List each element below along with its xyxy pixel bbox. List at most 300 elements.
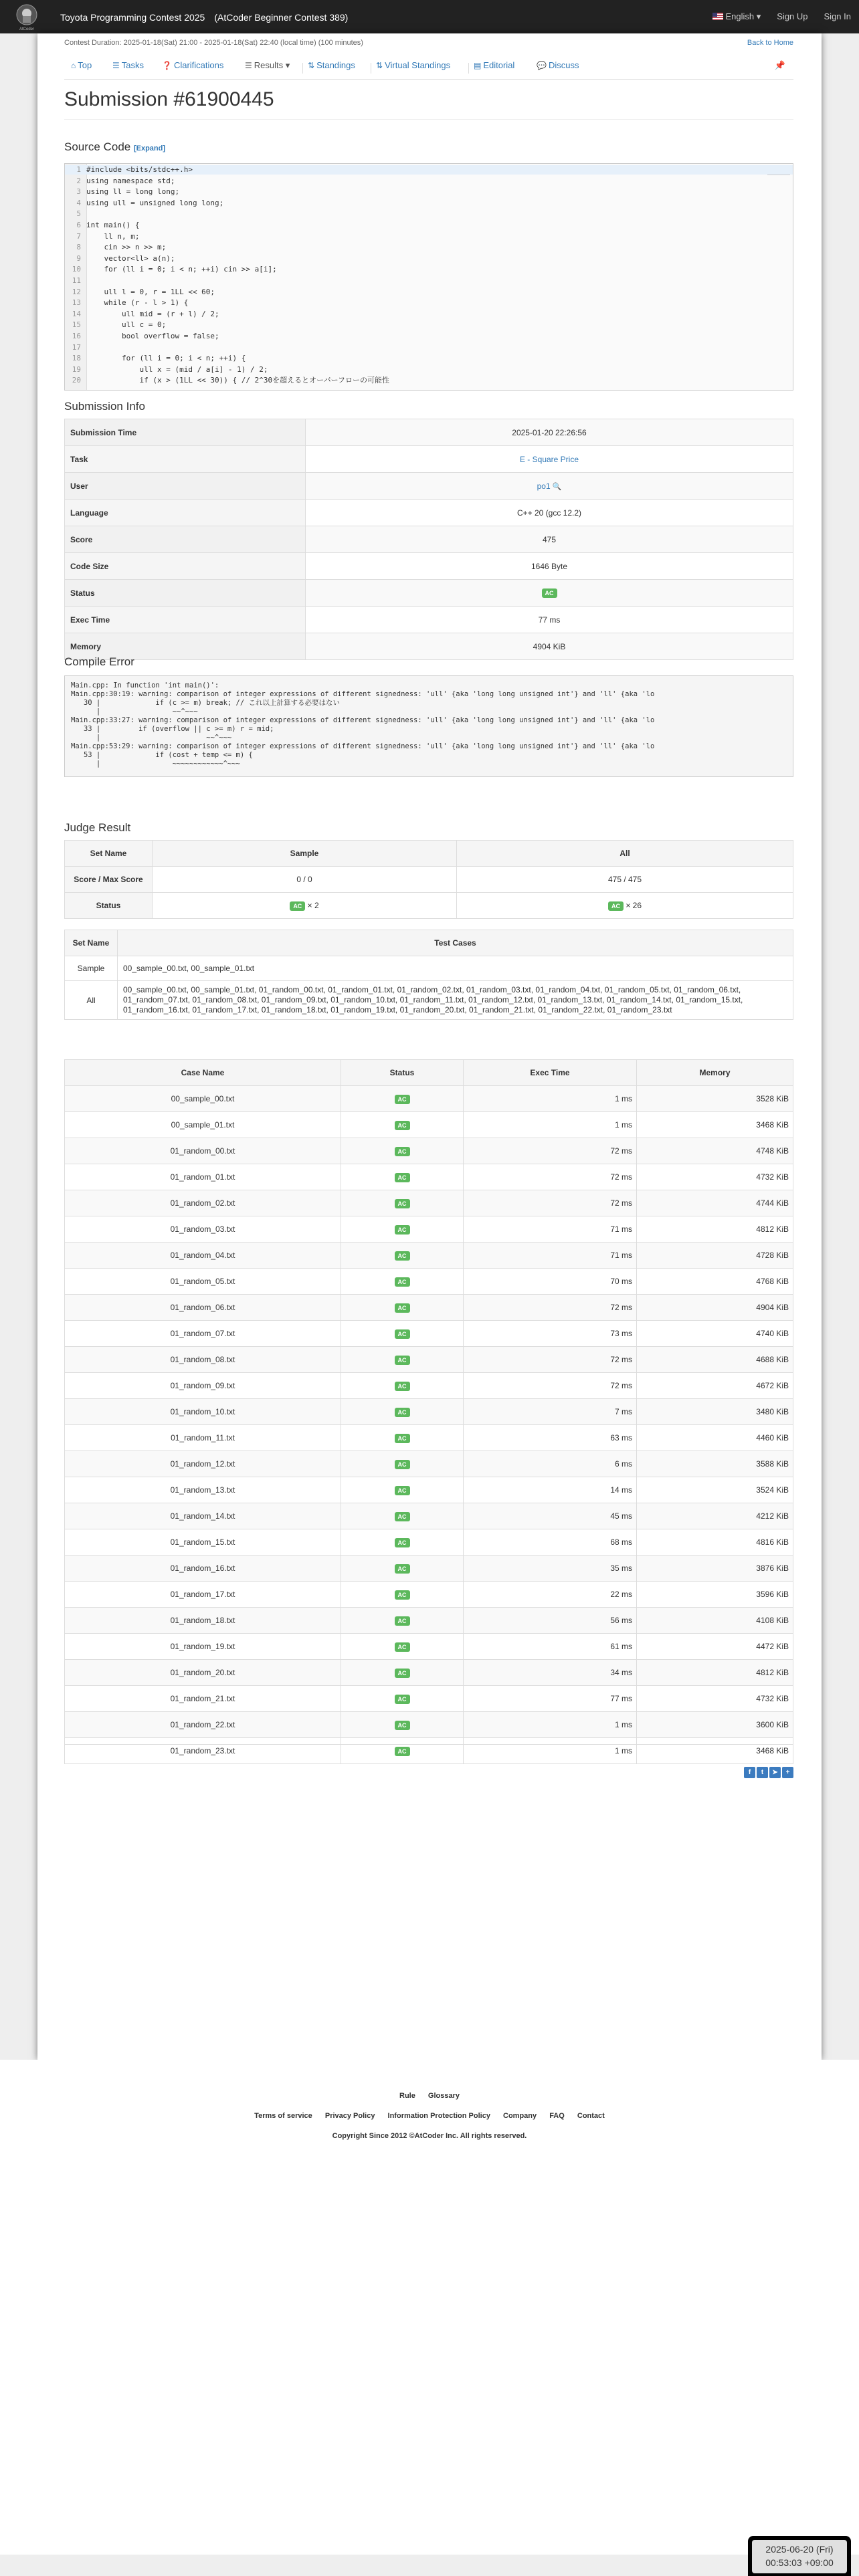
code-line: 14 ull mid = (r + l) / 2; bbox=[72, 309, 219, 318]
compile-line: Main.cpp:33:27: warning: comparison of integer expressions of different signedness: 'ull' {aka 'long long unsigned int'} and 'll' {aka 'lo bbox=[71, 716, 655, 724]
case-memory: 4904 KiB bbox=[637, 1295, 793, 1321]
contest-title-link[interactable]: Toyota Programming Contest 2025 (AtCoder Beginner Contest 389) bbox=[60, 12, 349, 23]
case-exec-time: 72 ms bbox=[464, 1138, 637, 1164]
case-memory: 4460 KiB bbox=[637, 1425, 793, 1451]
table-row bbox=[65, 1738, 793, 1764]
info-value: 2025-01-20 22:26:56 bbox=[306, 419, 793, 446]
set-row bbox=[65, 956, 793, 981]
case-status bbox=[341, 1712, 464, 1738]
status-badge: AC bbox=[395, 1486, 410, 1495]
case-status bbox=[341, 1138, 464, 1164]
status-badge: AC bbox=[395, 1408, 410, 1417]
code-line: 19 ull x = (mid / a[i] - 1) / 2; bbox=[72, 364, 268, 374]
case-exec-time: 71 ms bbox=[464, 1216, 637, 1243]
status-badge: AC bbox=[395, 1564, 410, 1574]
company-link[interactable]: Company bbox=[503, 2112, 537, 2120]
tab-top[interactable]: ⌂ Top bbox=[71, 60, 92, 70]
table-row bbox=[65, 1269, 793, 1295]
table-row bbox=[65, 1399, 793, 1425]
case-status bbox=[341, 1269, 464, 1295]
case-memory: 4108 KiB bbox=[637, 1608, 793, 1634]
table-row bbox=[65, 1503, 793, 1529]
case-memory: 4728 KiB bbox=[637, 1243, 793, 1269]
case-exec-time: 1 ms bbox=[464, 1712, 637, 1738]
case-exec-time: 77 ms bbox=[464, 1686, 637, 1712]
code-line: 17 bbox=[72, 342, 81, 352]
caret-down-icon: ▾ bbox=[285, 60, 290, 70]
info-label: Task bbox=[65, 446, 306, 473]
status-badge: AC bbox=[395, 1277, 410, 1287]
compile-error-heading: Compile Error bbox=[64, 655, 134, 668]
case-status bbox=[341, 1686, 464, 1712]
svg-text:AtCoder: AtCoder bbox=[19, 27, 35, 31]
info-value: C++ 20 (gcc 12.2) bbox=[306, 500, 793, 526]
info-value bbox=[306, 473, 793, 500]
atcoder-logo[interactable] bbox=[7, 1, 47, 32]
case-memory: 4732 KiB bbox=[637, 1686, 793, 1712]
case-exec-time: 72 ms bbox=[464, 1190, 637, 1216]
table-row bbox=[65, 1086, 793, 1112]
case-exec-time: 72 ms bbox=[464, 1347, 637, 1373]
case-memory: 4816 KiB bbox=[637, 1529, 793, 1555]
table-row bbox=[65, 1686, 793, 1712]
status-sample: AC × 2 bbox=[153, 893, 457, 919]
case-exec-time: 7 ms bbox=[464, 1399, 637, 1425]
case-status bbox=[341, 1425, 464, 1451]
case-status bbox=[341, 1451, 464, 1477]
case-name: 01_random_11.txt bbox=[65, 1425, 341, 1451]
share-buttons bbox=[744, 1767, 793, 1778]
status-badge: AC bbox=[290, 901, 305, 911]
tab-discuss[interactable]: 💬 Discuss bbox=[537, 60, 579, 70]
case-memory: 4212 KiB bbox=[637, 1503, 793, 1529]
case-status bbox=[341, 1243, 464, 1269]
judge-result-heading: Judge Result bbox=[64, 821, 131, 834]
case-memory: 3480 KiB bbox=[637, 1399, 793, 1425]
compile-line: | ~~^~~~ bbox=[71, 734, 232, 742]
page-title: Submission #61900445 bbox=[64, 88, 274, 110]
code-line: 15 ull c = 0; bbox=[72, 320, 167, 330]
main-container bbox=[37, 33, 822, 2060]
case-memory: 3468 KiB bbox=[637, 1738, 793, 1764]
case-exec-time: 22 ms bbox=[464, 1582, 637, 1608]
info-label: Code Size bbox=[65, 553, 306, 580]
clock-time: 00:53:03 +09:00 bbox=[765, 2557, 834, 2568]
info-row bbox=[65, 526, 793, 553]
status-badge: AC bbox=[608, 901, 624, 911]
compile-line: Main.cpp: In function 'int main()': bbox=[71, 681, 219, 689]
navbar bbox=[0, 0, 859, 33]
set-name: Sample bbox=[65, 956, 118, 981]
score-label: Score / Max Score bbox=[65, 867, 153, 893]
case-name: 01_random_23.txt bbox=[65, 1738, 341, 1764]
case-status bbox=[341, 1190, 464, 1216]
info-value: 1646 Byte bbox=[306, 553, 793, 580]
table-row bbox=[65, 1451, 793, 1477]
telegram-share-icon[interactable]: ➤ bbox=[769, 1767, 781, 1778]
set-cases: 00_sample_00.txt, 00_sample_01.txt, 01_random_00.txt, 01_random_01.txt, 01_random_02.txt, 01_random_03.txt, 01_random_04.txt, 01_random_05.txt, 01_random_06.txt, 01_random_07.txt, 01_random_08.txt, 01_random_09.txt, 01_random_10.txt, 01_random_11.txt, 01_random_12.txt, 01_random_13.txt, 01_random_14.txt, 01_random_15.txt, 01_random_16.txt, 01_random_17.txt, 01_random_18.txt, 01_random_19.txt, 01_random_20.txt, 01_random_21.txt, 01_random_22.txt, 01_random_23.txt bbox=[118, 981, 793, 1020]
case-name: 01_random_02.txt bbox=[65, 1190, 341, 1216]
case-exec-time: 34 ms bbox=[464, 1660, 637, 1686]
case-status bbox=[341, 1608, 464, 1634]
case-name: 01_random_06.txt bbox=[65, 1295, 341, 1321]
rule-link[interactable]: Rule bbox=[399, 2092, 415, 2100]
score-all: 475 / 475 bbox=[457, 867, 793, 893]
list-icon: ☰ bbox=[245, 61, 252, 70]
status-badge: AC bbox=[542, 588, 557, 598]
footer-row-1 bbox=[0, 2092, 859, 2100]
case-exec-time: 71 ms bbox=[464, 1243, 637, 1269]
status-badge: AC bbox=[395, 1329, 410, 1339]
source-code-block[interactable] bbox=[64, 163, 793, 391]
case-exec-time: 61 ms bbox=[464, 1634, 637, 1660]
case-name: 01_random_22.txt bbox=[65, 1712, 341, 1738]
table-row bbox=[65, 1608, 793, 1634]
table-row bbox=[65, 1712, 793, 1738]
facebook-share-icon[interactable]: f bbox=[744, 1767, 755, 1778]
table-row bbox=[65, 1425, 793, 1451]
expand-link[interactable]: [Expand] bbox=[133, 144, 166, 152]
score-sample: 0 / 0 bbox=[153, 867, 457, 893]
task-link[interactable]: E - Square Price bbox=[519, 454, 579, 464]
info-value bbox=[306, 446, 793, 473]
status-badge: AC bbox=[395, 1590, 410, 1600]
comment-icon: 💬 bbox=[537, 61, 547, 70]
table-row bbox=[65, 1190, 793, 1216]
compile-line: 30 | if (c >= m) break; // これ以上計算する必要はない bbox=[71, 699, 341, 707]
case-status bbox=[341, 1399, 464, 1425]
case-memory: 4812 KiB bbox=[637, 1660, 793, 1686]
case-name: 01_random_20.txt bbox=[65, 1660, 341, 1686]
source-code-heading: Source Code [Expand] bbox=[64, 140, 166, 153]
col-set-name: Set Name bbox=[65, 930, 118, 956]
book-icon: ▤ bbox=[474, 61, 482, 70]
case-exec-time: 1 ms bbox=[464, 1086, 637, 1112]
status-badge: AC bbox=[395, 1434, 410, 1443]
case-exec-time: 35 ms bbox=[464, 1555, 637, 1582]
case-name: 01_random_05.txt bbox=[65, 1269, 341, 1295]
table-row bbox=[65, 1164, 793, 1190]
table-row bbox=[65, 1112, 793, 1138]
col-memory: Memory bbox=[637, 1060, 793, 1086]
info-label: Memory bbox=[65, 633, 306, 660]
clock-date: 2025-06-20 (Fri) bbox=[765, 2544, 834, 2555]
code-line: 18 for (ll i = 0; i < n; ++i) { bbox=[72, 354, 246, 363]
info-label: Score bbox=[65, 526, 306, 553]
case-status bbox=[341, 1347, 464, 1373]
compile-line: Main.cpp:53:29: warning: comparison of integer expressions of different signedness: 'ull' {aka 'long long unsigned int'} and 'll' {aka 'lo bbox=[71, 742, 655, 750]
us-flag-icon bbox=[712, 13, 723, 20]
twitter-share-icon[interactable]: t bbox=[757, 1767, 768, 1778]
status-badge: AC bbox=[395, 1095, 410, 1104]
case-status bbox=[341, 1321, 464, 1347]
table-row bbox=[65, 1347, 793, 1373]
status-all: AC × 26 bbox=[457, 893, 793, 919]
case-memory: 3876 KiB bbox=[637, 1555, 793, 1582]
info-value: 4904 KiB bbox=[306, 633, 793, 660]
info-row bbox=[65, 419, 793, 446]
case-status bbox=[341, 1529, 464, 1555]
status-badge: AC bbox=[395, 1669, 410, 1678]
list-icon: ☰ bbox=[112, 61, 120, 70]
case-exec-time: 72 ms bbox=[464, 1295, 637, 1321]
case-memory: 3600 KiB bbox=[637, 1712, 793, 1738]
status-badge: AC bbox=[395, 1173, 410, 1182]
code-line: 10 for (ll i = 0; i < n; ++i) cin >> a[i]; bbox=[72, 265, 277, 274]
status-badge: AC bbox=[395, 1303, 410, 1313]
table-row bbox=[65, 1529, 793, 1555]
status-badge: AC bbox=[395, 1225, 410, 1235]
col-test-cases: Test Cases bbox=[118, 930, 793, 956]
table-row bbox=[65, 1582, 793, 1608]
sort-icon: ⇅ bbox=[376, 61, 383, 70]
code-line: 1 #include <bits/stdc++.h> bbox=[65, 165, 793, 175]
case-status bbox=[341, 1295, 464, 1321]
faq-link[interactable]: FAQ bbox=[549, 2112, 565, 2120]
info-label: Language bbox=[65, 500, 306, 526]
case-name: 01_random_09.txt bbox=[65, 1373, 341, 1399]
set-name: All bbox=[65, 981, 118, 1020]
status-badge: AC bbox=[395, 1147, 410, 1156]
status-badge: AC bbox=[395, 1121, 410, 1130]
case-name: 01_random_13.txt bbox=[65, 1477, 341, 1503]
table-row bbox=[65, 1634, 793, 1660]
info-row bbox=[65, 607, 793, 633]
test-sets-table bbox=[64, 930, 793, 1020]
case-exec-time: 70 ms bbox=[464, 1269, 637, 1295]
code-line: 20 if (x > (1LL << 30)) { // 2^30を超えるとオーバーフローの可能性 bbox=[72, 376, 390, 385]
more-share-icon[interactable]: + bbox=[782, 1767, 793, 1778]
case-status bbox=[341, 1660, 464, 1686]
case-memory: 3528 KiB bbox=[637, 1086, 793, 1112]
sort-icon: ⇅ bbox=[308, 61, 315, 70]
code-line: 2 using namespace std; bbox=[76, 176, 175, 185]
col-set-name: Set Name bbox=[65, 841, 153, 867]
info-label: Submission Time bbox=[65, 419, 306, 446]
info-label: Exec Time bbox=[65, 607, 306, 633]
info-row bbox=[65, 500, 793, 526]
case-status bbox=[341, 1086, 464, 1112]
info-value: 475 bbox=[306, 526, 793, 553]
caret-down-icon: ▾ bbox=[756, 11, 761, 21]
table-row bbox=[65, 1138, 793, 1164]
status-badge: AC bbox=[395, 1616, 410, 1626]
tab-tasks[interactable]: ☰ Tasks bbox=[112, 60, 144, 70]
code-line: 7 ll n, m; bbox=[76, 231, 140, 241]
info-row bbox=[65, 580, 793, 607]
case-status bbox=[341, 1555, 464, 1582]
contest-duration: Contest Duration: 2025-01-18(Sat) 21:00 - 2025-01-18(Sat) 22:40 (local time) (100 minutes) bbox=[64, 39, 363, 47]
case-status bbox=[341, 1164, 464, 1190]
tab-clarifications[interactable]: ❓ Clarifications bbox=[162, 60, 224, 70]
test-cases-table bbox=[64, 1059, 793, 1764]
contest-tabs bbox=[64, 55, 793, 80]
search-icon[interactable]: 🔍 bbox=[550, 482, 562, 491]
copyright: Copyright Since 2012 ©AtCoder Inc. All rights reserved. bbox=[332, 2132, 527, 2140]
status-badge: AC bbox=[395, 1721, 410, 1730]
sign-up-link[interactable]: Sign Up bbox=[777, 11, 808, 21]
case-name: 01_random_18.txt bbox=[65, 1608, 341, 1634]
tab-editorial[interactable]: ▤ Editorial bbox=[474, 60, 515, 70]
compile-output bbox=[64, 675, 793, 777]
language-dropdown[interactable]: English ▾ bbox=[712, 11, 761, 22]
status-badge: AC bbox=[395, 1356, 410, 1365]
compile-line: | ~~^~~~ bbox=[71, 708, 198, 716]
col-exec-time: Exec Time bbox=[464, 1060, 637, 1086]
code-line: 9 vector<ll> a(n); bbox=[76, 253, 175, 263]
table-row bbox=[65, 1660, 793, 1686]
contact-link[interactable]: Contact bbox=[577, 2112, 605, 2120]
case-name: 00_sample_00.txt bbox=[65, 1086, 341, 1112]
status-badge: AC bbox=[395, 1747, 410, 1756]
col-sample: Sample bbox=[153, 841, 457, 867]
footer-row-2 bbox=[0, 2112, 859, 2120]
case-exec-time: 73 ms bbox=[464, 1321, 637, 1347]
case-status bbox=[341, 1373, 464, 1399]
case-name: 01_random_03.txt bbox=[65, 1216, 341, 1243]
fixed-clock bbox=[748, 2536, 851, 2576]
case-memory: 4812 KiB bbox=[637, 1216, 793, 1243]
back-to-home-link[interactable]: Back to Home bbox=[747, 39, 793, 47]
case-name: 01_random_00.txt bbox=[65, 1138, 341, 1164]
case-status bbox=[341, 1582, 464, 1608]
case-memory: 3588 KiB bbox=[637, 1451, 793, 1477]
case-status bbox=[341, 1112, 464, 1138]
status-badge: AC bbox=[395, 1538, 410, 1547]
status-badge: AC bbox=[395, 1251, 410, 1261]
case-exec-time: 68 ms bbox=[464, 1529, 637, 1555]
compile-line: 33 | if (overflow || c >= m) r = mid; bbox=[71, 725, 274, 733]
set-cases: 00_sample_00.txt, 00_sample_01.txt bbox=[118, 956, 793, 981]
case-memory: 3524 KiB bbox=[637, 1477, 793, 1503]
table-row bbox=[65, 1373, 793, 1399]
case-memory: 4748 KiB bbox=[637, 1138, 793, 1164]
info-value: 77 ms bbox=[306, 607, 793, 633]
case-name: 01_random_01.txt bbox=[65, 1164, 341, 1190]
submission-info-table bbox=[64, 419, 793, 660]
code-line: 8 cin >> n >> m; bbox=[76, 243, 167, 252]
col-status: Status bbox=[341, 1060, 464, 1086]
case-exec-time: 1 ms bbox=[464, 1112, 637, 1138]
case-memory: 4768 KiB bbox=[637, 1269, 793, 1295]
table-row bbox=[65, 1477, 793, 1503]
case-name: 01_random_07.txt bbox=[65, 1321, 341, 1347]
judge-summary-table bbox=[64, 840, 793, 919]
case-name: 01_random_19.txt bbox=[65, 1634, 341, 1660]
case-memory: 3468 KiB bbox=[637, 1112, 793, 1138]
case-name: 01_random_04.txt bbox=[65, 1243, 341, 1269]
status-badge: AC bbox=[395, 1642, 410, 1652]
case-memory: 4732 KiB bbox=[637, 1164, 793, 1190]
compile-line: 53 | if (cost + temp <= m) { bbox=[71, 751, 253, 759]
case-exec-time: 14 ms bbox=[464, 1477, 637, 1503]
case-memory: 3596 KiB bbox=[637, 1582, 793, 1608]
glossary-link[interactable]: Glossary bbox=[427, 2092, 460, 2100]
case-name: 01_random_16.txt bbox=[65, 1555, 341, 1582]
case-status bbox=[341, 1738, 464, 1764]
code-line: 13 while (r - l > 1) { bbox=[72, 298, 189, 308]
info-protection-link[interactable]: Information Protection Policy bbox=[387, 2112, 490, 2120]
case-name: 01_random_21.txt bbox=[65, 1686, 341, 1712]
case-exec-time: 63 ms bbox=[464, 1425, 637, 1451]
tab-results[interactable]: ☰ Results ▾ bbox=[245, 60, 290, 70]
table-row bbox=[65, 1295, 793, 1321]
case-status bbox=[341, 1503, 464, 1529]
compile-line: Main.cpp:30:19: warning: comparison of integer expressions of different signedness: 'ull' {aka 'long long unsigned int'} and 'll' {aka 'lo bbox=[71, 690, 655, 698]
status-label: Status bbox=[65, 893, 153, 919]
info-label: User bbox=[65, 473, 306, 500]
case-exec-time: 45 ms bbox=[464, 1503, 637, 1529]
case-exec-time: 72 ms bbox=[464, 1164, 637, 1190]
col-all: All bbox=[457, 841, 793, 867]
set-row bbox=[65, 981, 793, 1020]
col-case-name: Case Name bbox=[65, 1060, 341, 1086]
status-badge: AC bbox=[395, 1382, 410, 1391]
case-name: 01_random_15.txt bbox=[65, 1529, 341, 1555]
case-name: 01_random_12.txt bbox=[65, 1451, 341, 1477]
table-row bbox=[65, 1243, 793, 1269]
question-icon: ❓ bbox=[162, 61, 172, 70]
table-row bbox=[65, 1321, 793, 1347]
terms-link[interactable]: Terms of service bbox=[254, 2112, 312, 2120]
tab-standings[interactable]: ⇅ Standings bbox=[308, 60, 355, 70]
compile-line: | ~~~~~~~~~~~~^~~~ bbox=[71, 760, 240, 768]
case-status bbox=[341, 1477, 464, 1503]
case-name: 01_random_08.txt bbox=[65, 1347, 341, 1373]
footer bbox=[0, 2060, 859, 2555]
submission-info-heading: Submission Info bbox=[64, 400, 145, 413]
privacy-link[interactable]: Privacy Policy bbox=[324, 2112, 375, 2120]
sign-in-link[interactable]: Sign In bbox=[824, 11, 851, 21]
info-row bbox=[65, 473, 793, 500]
status-badge: AC bbox=[395, 1460, 410, 1469]
case-name: 01_random_10.txt bbox=[65, 1399, 341, 1425]
pin-icon[interactable]: 📌 bbox=[774, 60, 785, 70]
table-row bbox=[65, 1555, 793, 1582]
case-status bbox=[341, 1216, 464, 1243]
case-memory: 4740 KiB bbox=[637, 1321, 793, 1347]
info-row bbox=[65, 633, 793, 660]
status-badge: AC bbox=[395, 1512, 410, 1521]
code-line: 16 bool overflow = false; bbox=[72, 332, 219, 340]
code-line: 4 using ull = unsigned long long; bbox=[76, 198, 224, 207]
case-memory: 4744 KiB bbox=[637, 1190, 793, 1216]
status-badge: AC bbox=[395, 1695, 410, 1704]
status-badge: AC bbox=[395, 1199, 410, 1208]
case-memory: 4688 KiB bbox=[637, 1347, 793, 1373]
case-name: 00_sample_01.txt bbox=[65, 1112, 341, 1138]
case-exec-time: 72 ms bbox=[464, 1373, 637, 1399]
case-name: 01_random_17.txt bbox=[65, 1582, 341, 1608]
case-status bbox=[341, 1634, 464, 1660]
case-exec-time: 1 ms bbox=[464, 1738, 637, 1764]
code-line: 11 bbox=[72, 276, 81, 285]
code-line: 3 using ll = long long; bbox=[76, 187, 180, 197]
case-memory: 4472 KiB bbox=[637, 1634, 793, 1660]
info-row bbox=[65, 446, 793, 473]
case-memory: 4672 KiB bbox=[637, 1373, 793, 1399]
tab-virtual-standings[interactable]: ⇅ Virtual Standings bbox=[376, 60, 451, 70]
code-line: 12 ull l = 0, r = 1LL << 60; bbox=[72, 287, 215, 296]
user-link[interactable]: po1 bbox=[537, 481, 551, 491]
table-row bbox=[65, 1216, 793, 1243]
info-label: Status bbox=[65, 580, 306, 607]
case-exec-time: 6 ms bbox=[464, 1451, 637, 1477]
info-value bbox=[306, 580, 793, 607]
home-icon: ⌂ bbox=[71, 61, 76, 70]
info-row bbox=[65, 553, 793, 580]
case-name: 01_random_14.txt bbox=[65, 1503, 341, 1529]
